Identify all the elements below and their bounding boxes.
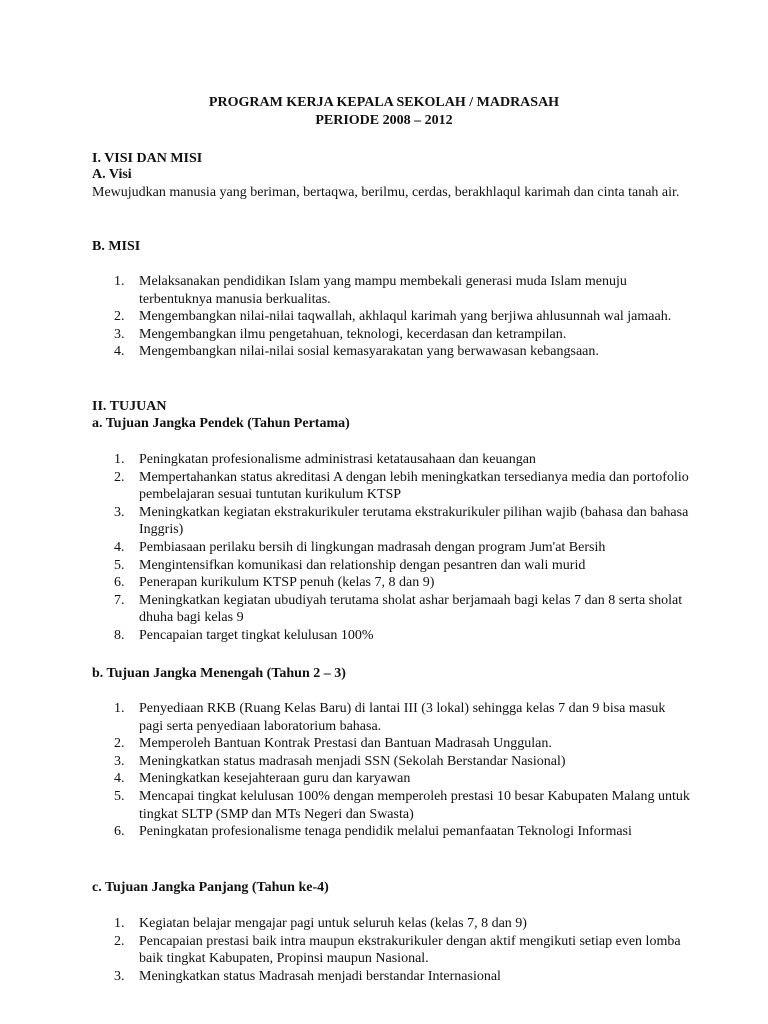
list-item-text: Peningkatan profesionalisme administrasi ketatausahaan dan keuangan — [139, 452, 536, 467]
list-item-text: Meningkatkan status Madrasah menjadi berstandar Internasional — [139, 968, 501, 984]
list-item-text: Memperoleh Bantuan Kontrak Prestasi dan Bantuan Madrasah Unggulan. — [139, 736, 552, 752]
list-item — [92, 823, 692, 841]
subheading-tujuan-panjang: c. Tujuan Jangka Panjang (Tahun ke-4) — [92, 880, 329, 895]
list-item — [92, 574, 692, 592]
list-item — [92, 770, 692, 788]
visi-text: Mewujudkan manusia yang beriman, bertaqwa, berilmu, cerdas, berakhlaqul karimah dan cinta tanah air. — [92, 185, 680, 200]
section-heading-tujuan: II. TUJUAN — [92, 399, 167, 414]
document-period: PERIODE 2008 – 2012 — [315, 113, 453, 128]
list-item — [92, 968, 692, 986]
list-item-text: Pembiasaan perilaku bersih di lingkungan madrasah dengan program Jum'at Bersih — [139, 539, 606, 555]
list-number: 2. — [114, 469, 125, 485]
list-number: 5. — [114, 788, 125, 804]
list-item-text: Kegiatan belajar mengajar pagi untuk seluruh kelas (kelas 7, 8 dan 9) — [139, 916, 527, 931]
list-item — [92, 539, 692, 557]
list-number: 1. — [114, 274, 125, 289]
section-heading-visi-misi: I. VISI DAN MISI — [92, 151, 203, 166]
subheading-visi: A. Visi — [92, 167, 132, 182]
list-item-text: Mengembangkan nilai-nilai taqwallah, akhlaqul karimah yang berjiwa ahlusunnah wal jamaah. — [139, 309, 672, 325]
list-item — [92, 343, 692, 361]
list-number: 1. — [114, 916, 125, 931]
list-item-text: Mengembangkan nilai-nilai sosial kemasyarakatan yang berwawasan kebangsaan. — [139, 344, 599, 360]
subheading-tujuan-menengah: b. Tujuan Jangka Menengah (Tahun 2 – 3) — [92, 666, 346, 681]
list-number: 4. — [114, 771, 125, 787]
list-item — [92, 788, 692, 823]
tujuan-pendek-list — [92, 451, 692, 645]
list-number: 2. — [114, 736, 125, 752]
subheading-misi: B. MISI — [92, 239, 141, 254]
list-number: 4. — [114, 344, 125, 360]
list-number: 8. — [114, 627, 125, 643]
list-number: 3. — [114, 326, 125, 342]
list-item-text: Pencapaian target tingkat kelulusan 100% — [139, 627, 374, 643]
list-number: 3. — [114, 753, 125, 769]
list-number: 6. — [114, 824, 125, 840]
list-number: 3. — [114, 968, 125, 984]
list-item — [92, 451, 692, 469]
list-item-text: Penerapan kurikulum KTSP penuh (kelas 7, 8 dan 9) — [139, 575, 435, 591]
list-number: 4. — [114, 539, 125, 555]
list-item-text: Meningkatkan kegiatan ekstrakurikuler terutama ekstrakurikuler pilihan wajib (bahasa dan bahasa Inggris) — [139, 504, 689, 538]
list-item — [92, 273, 692, 308]
list-item-text: Mengembangkan ilmu pengetahuan, teknologi, kecerdasan dan ketrampilan. — [139, 326, 567, 342]
list-number: 2. — [114, 309, 125, 325]
list-item-text: Mempertahankan status akreditasi A dengan lebih meningkatkan tersedianya media dan portofolio pembelajaran sesuai tuntutan kurikulum KTSP — [139, 469, 689, 503]
list-item-text: Meningkatkan status madrasah menjadi SSN (Sekolah Berstandar Nasional) — [139, 753, 566, 769]
list-item — [92, 735, 692, 753]
list-item-text: Penyediaan RKB (Ruang Kelas Baru) di lantai III (3 lokal) sehingga kelas 7 dan 9 bisa masuk pagi serta penyediaan laboratorium bahasa. — [139, 701, 666, 734]
list-item — [92, 627, 692, 645]
list-number: 1. — [114, 452, 125, 467]
list-item — [92, 469, 692, 504]
list-item-text: Meningkatkan kesejahteraan guru dan karyawan — [139, 771, 411, 787]
tujuan-panjang-list — [92, 915, 692, 985]
list-item — [92, 592, 692, 627]
list-number: 7. — [114, 592, 125, 608]
list-item-text: Peningkatan profesionalisme tenaga pendidik melalui pemanfaatan Teknologi Informasi — [139, 824, 632, 840]
list-item — [92, 308, 692, 326]
list-item — [92, 557, 692, 575]
list-item — [92, 326, 692, 344]
list-number: 6. — [114, 575, 125, 591]
list-number: 1. — [114, 701, 125, 716]
list-item-text: Meningkatkan kegiatan ubudiyah terutama sholat ashar berjamaah bagi kelas 7 dan 8 serta sholat dhuha bagi kelas 9 — [139, 592, 683, 626]
list-item — [92, 504, 692, 539]
list-number: 2. — [114, 933, 125, 949]
subheading-tujuan-pendek: a. Tujuan Jangka Pendek (Tahun Pertama) — [92, 416, 350, 431]
list-item — [92, 753, 692, 771]
misi-list — [92, 273, 692, 361]
list-number: 3. — [114, 504, 125, 520]
list-item — [92, 700, 692, 735]
list-item-text: Pencapaian prestasi baik intra maupun ekstrakurikuler dengan aktif mengikuti setiap even lomba baik tingkat Kabupaten, Propinsi maupun Nasional. — [139, 933, 681, 967]
list-number: 5. — [114, 557, 125, 573]
document-title: PROGRAM KERJA KEPALA SEKOLAH / MADRASAH — [208, 95, 560, 110]
list-item — [92, 915, 692, 933]
tujuan-menengah-list — [92, 700, 692, 841]
list-item-text: Melaksanakan pendidikan Islam yang mampu membekali generasi muda Islam menuju terbentuknya manusia berkualitas. — [139, 274, 627, 307]
list-item-text: Mencapai tingkat kelulusan 100% dengan memperoleh prestasi 10 besar Kabupaten Malang untuk tingkat SLTP (SMP dan MTs Negeri dan Swasta) — [139, 788, 690, 822]
list-item-text: Mengintensifkan komunikasi dan relationship dengan pesantren dan wali murid — [139, 557, 586, 573]
list-item — [92, 933, 692, 968]
